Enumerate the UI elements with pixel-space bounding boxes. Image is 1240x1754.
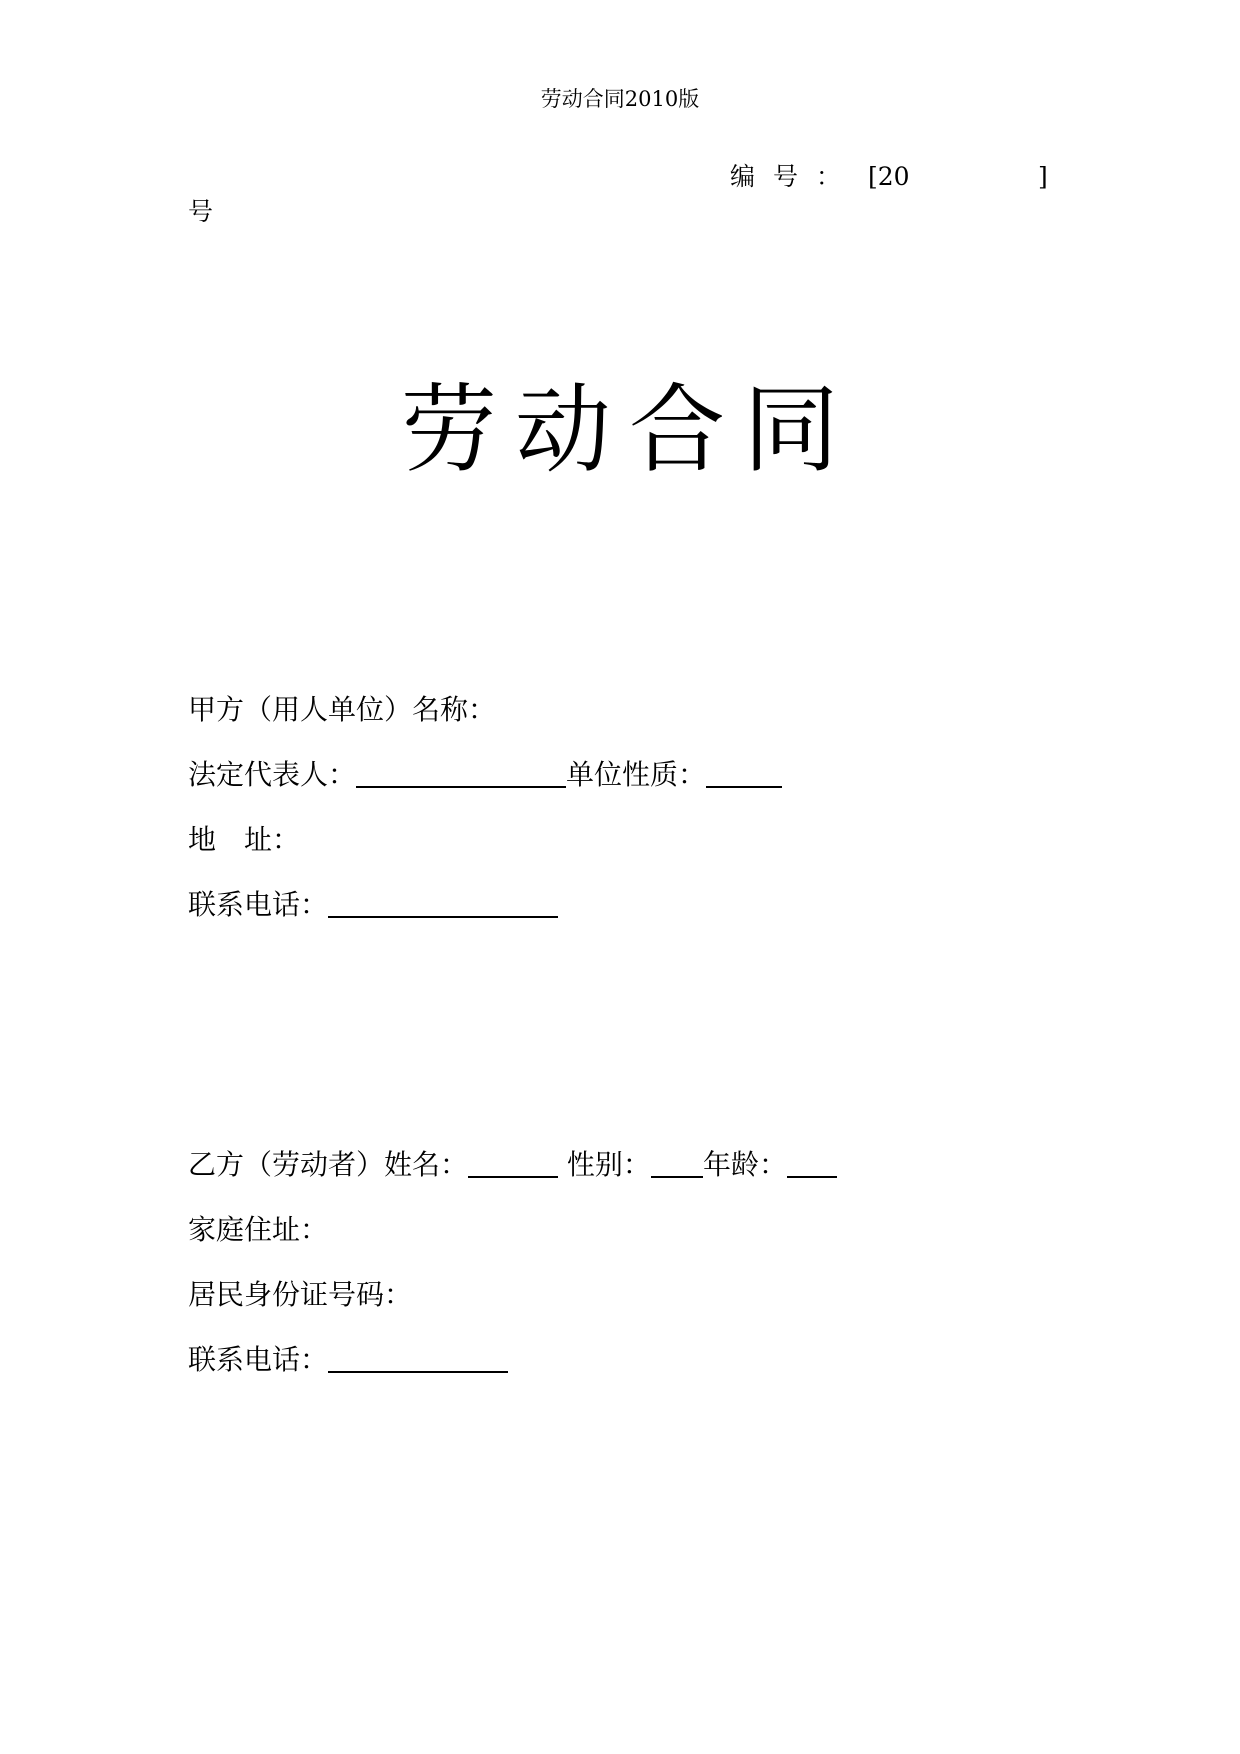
party-b-age-blank[interactable] <box>787 1146 837 1178</box>
party-b-phone-blank[interactable] <box>328 1341 508 1373</box>
page-header: 劳动合同2010版 <box>540 87 700 111</box>
party-b-phone-line <box>188 1340 508 1380</box>
party-b-gender-blank[interactable] <box>651 1146 703 1178</box>
party-a-nature-label: 单位性质： <box>566 758 707 791</box>
contract-number-close-bracket: ] <box>1038 162 1048 191</box>
party-b-gender-label: 性别： <box>566 1148 651 1181</box>
party-a-legal-rep-blank[interactable] <box>356 756 566 788</box>
party-b-name-label: 乙方（劳动者）姓名： <box>188 1148 469 1181</box>
contract-number-label: 编号： <box>730 162 860 191</box>
party-b-phone-label: 联系电话： <box>188 1343 329 1376</box>
party-a-address-label-1: 地 <box>188 823 217 856</box>
party-a-phone-blank[interactable] <box>328 886 558 918</box>
party-a-name-label: 甲方（用人单位）名称： <box>188 693 497 726</box>
party-a-address-label-2: 址： <box>244 823 301 856</box>
party-a-phone-label: 联系电话： <box>188 888 329 921</box>
party-b-name-blank[interactable] <box>468 1146 558 1178</box>
party-b-name-line <box>188 1145 837 1185</box>
party-a-phone-line <box>188 885 558 925</box>
document-title: 劳动合同 <box>401 374 857 486</box>
party-a-nature-blank[interactable] <box>706 756 782 788</box>
party-a-legal-rep-line <box>188 755 782 795</box>
party-b-home-address-label: 家庭住址： <box>188 1213 329 1246</box>
party-a-name-line <box>188 690 496 730</box>
contract-number-suffix: 号 <box>188 197 214 226</box>
party-a-address-line <box>188 820 300 860</box>
party-b-home-address-line <box>188 1210 328 1250</box>
party-b-id-line <box>188 1275 412 1315</box>
party-b-id-label: 居民身份证号码： <box>188 1278 413 1311</box>
contract-number-prefix: [20 <box>868 162 910 191</box>
party-b-age-label: 年龄： <box>702 1148 787 1181</box>
party-a-legal-rep-label: 法定代表人： <box>188 758 357 791</box>
contract-number <box>730 160 1060 194</box>
